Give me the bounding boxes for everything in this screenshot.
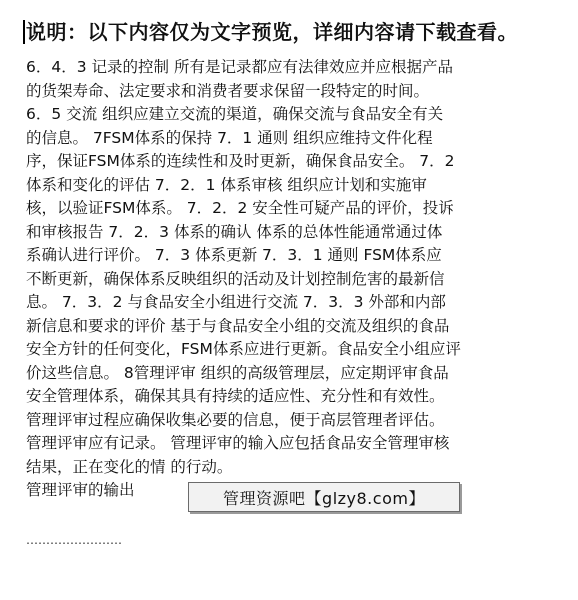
text-line: 安全管理体系，确保其具有持续的适应性、充分性和有效性。	[26, 387, 445, 405]
text-line: 结果，正在变化的情 的行动。	[26, 457, 233, 476]
truncation-ellipsis: ……………………	[26, 533, 122, 547]
text-line: 6．4．3 记录的控制 所有是记录都应有法律效应并应根据产品	[26, 58, 453, 76]
text-cursor	[23, 20, 25, 44]
text-line: 新信息和要求的评价 基于与食品安全小组的交流及组织的食品	[26, 316, 450, 335]
text-line: 价这些信息。 8管理评审 组织的高级管理层，应定期评审食品	[26, 363, 449, 382]
preview-notice: 说明：以下内容仅为文字预览，详细内容请下载查看。	[26, 20, 518, 44]
text-line: 的货架寿命、法定要求和消费者要求保留一段特定的时间。	[26, 81, 430, 100]
text-line: 管理评审应有记录。 管理评审的输入应包括食品安全管理审核	[26, 434, 450, 452]
text-line: 管理评审过程应确保收集必要的信息，便于高层管理者评估。	[26, 410, 445, 429]
text-line: 和审核报告 7．2．3 体系的确认 体系的总体性能通常通过体	[26, 222, 443, 241]
text-line: 不断更新，确保体系反映组织的活动及计划控制危害的最新信	[26, 269, 445, 288]
text-line: 安全方针的任何变化，FSM体系应进行更新。食品安全小组应评	[26, 340, 461, 358]
text-line: 核，以验证FSM体系。 7．2．2 安全性可疑产品的评价，投诉	[26, 199, 454, 217]
text-line: 系确认进行评价。 7．3 体系更新 7．3．1 通则 FSM体系应	[26, 246, 442, 264]
text-line: 序，保证FSM体系的连续性和及时更新，确保食品安全。 7．2	[26, 152, 455, 170]
text-line: 的信息。 7FSM体系的保持 7．1 通则 组织应维持文件化程	[26, 128, 433, 147]
text-line: 体系和变化的评估 7．2．1 体系审核 组织应计划和实施审	[26, 175, 427, 194]
watermark-banner: 管理资源吧【glzy8.com】	[188, 482, 460, 512]
text-line: 息。 7．3．2 与食品安全小组进行交流 7．3．3 外部和内部	[26, 293, 446, 311]
text-line: 6．5 交流 组织应建立交流的渠道，确保交流与食品安全有关	[26, 105, 444, 123]
text-line: 管理评审的输出	[26, 481, 135, 499]
document-body	[26, 56, 554, 503]
